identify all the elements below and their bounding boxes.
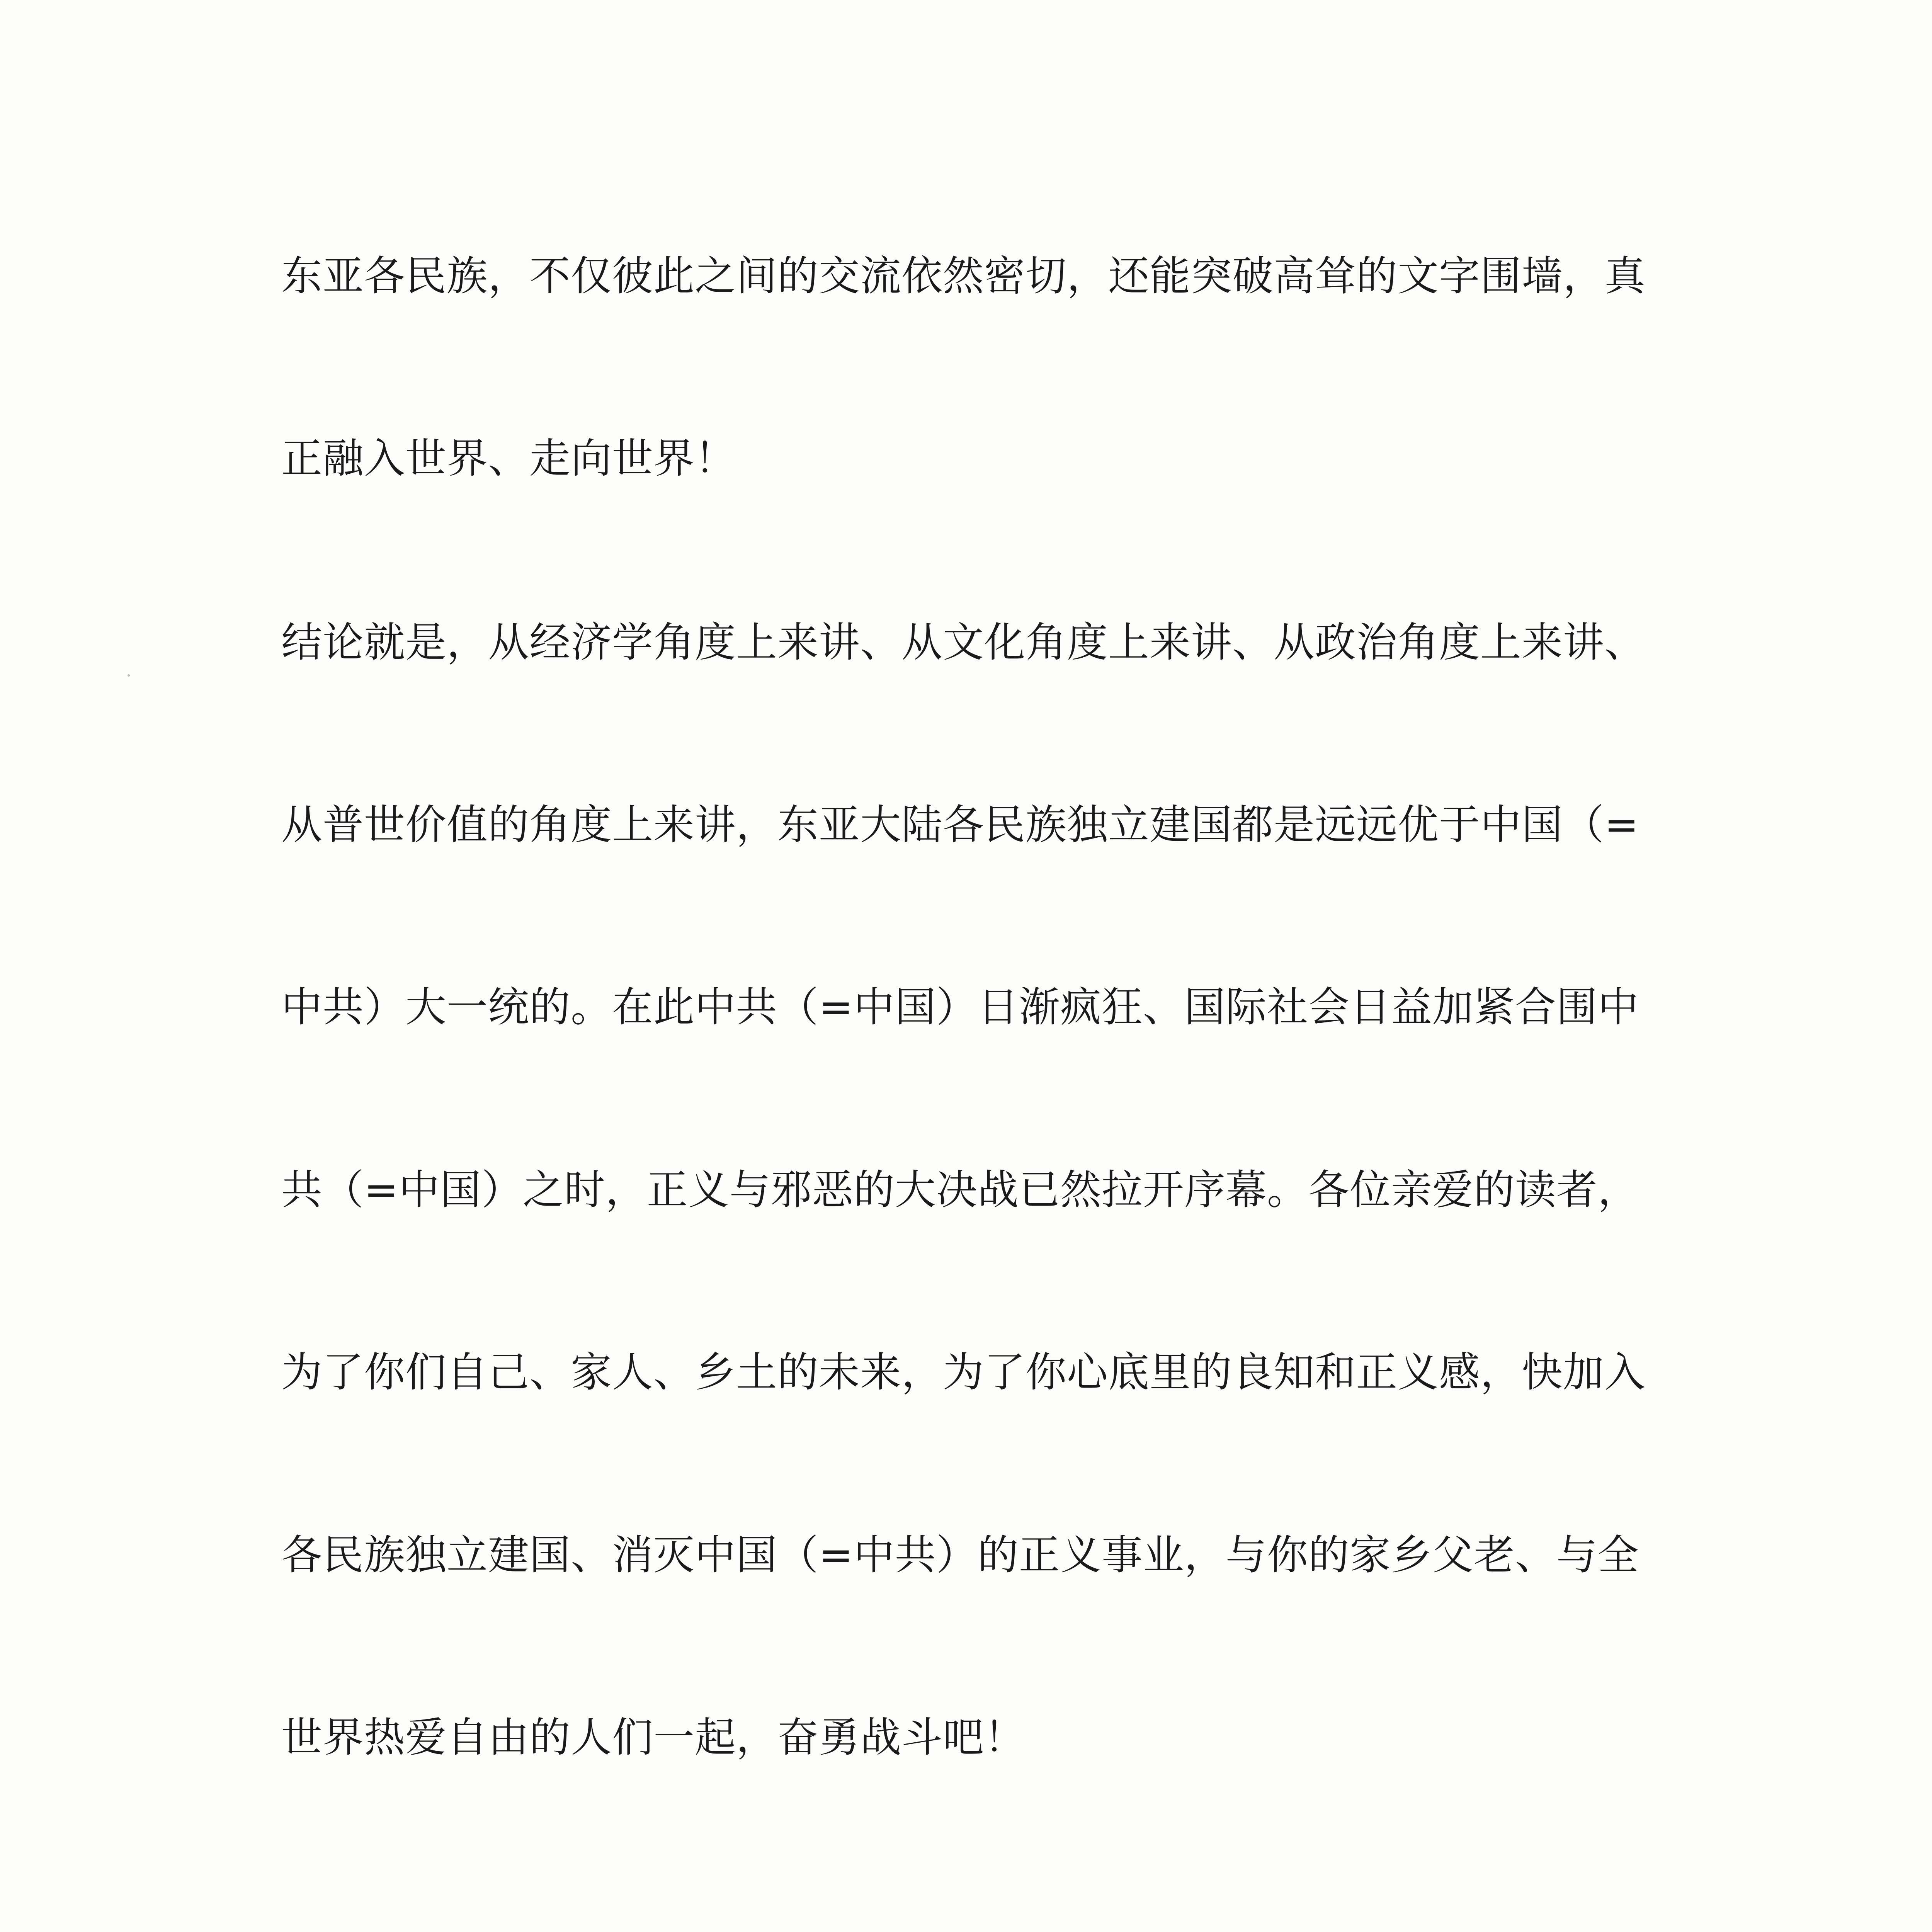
body-text-line: 正融入世界、走向世界！ — [281, 435, 736, 482]
scan-speck — [128, 674, 130, 677]
body-text-line: 中共）大一统的。在此中共（=中国）日渐疯狂、国际社会日益加紧合围中 — [281, 983, 1639, 1031]
body-text-line: 共（=中国）之时，正义与邪恶的大决战已然拉开序幕。各位亲爱的读者， — [281, 1166, 1639, 1214]
body-text-line: 各民族独立建国、消灭中国（=中共）的正义事业，与你的家乡父老、与全 — [281, 1531, 1639, 1579]
body-text-line: 世界热爱自由的人们一起，奋勇战斗吧！ — [281, 1714, 1026, 1761]
body-text-line: 结论就是，从经济学角度上来讲、从文化角度上来讲、从政治角度上来讲、 — [281, 619, 1646, 666]
body-text-line: 从普世价值的角度上来讲，东亚大陆各民族独立建国都是远远优于中国（= — [281, 801, 1639, 849]
body-text-line: 为了你们自己、家人、乡土的未来，为了你心底里的良知和正义感，快加入 — [281, 1349, 1646, 1396]
body-text-line: 东亚各民族，不仅彼此之间的交流依然密切，还能突破高耸的文字围墙，真 — [281, 252, 1646, 300]
